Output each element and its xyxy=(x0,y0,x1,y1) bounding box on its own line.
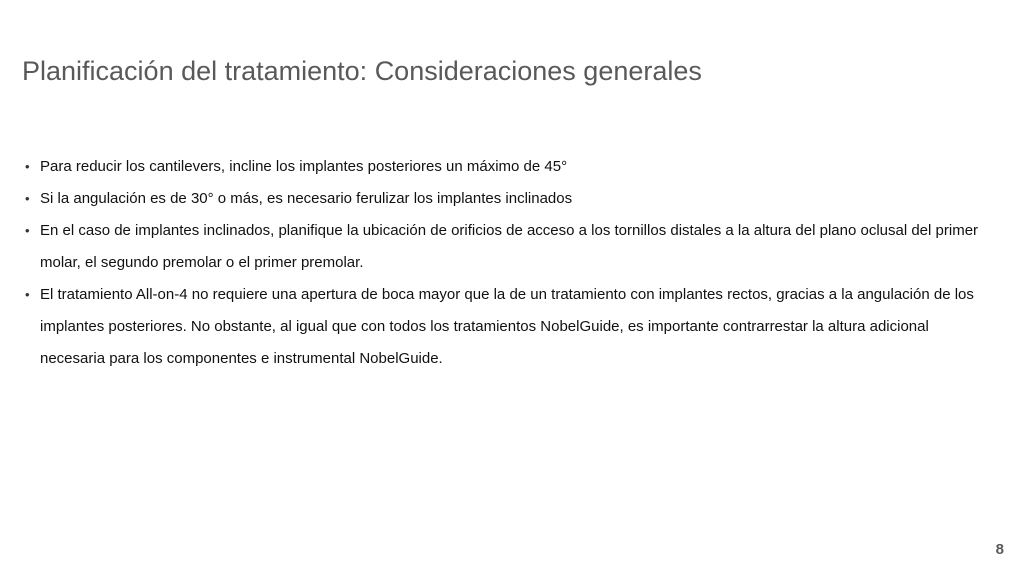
bullet-marker: • xyxy=(25,191,30,206)
bullet-list xyxy=(22,151,982,375)
bullet-marker: • xyxy=(25,159,30,174)
bullet-marker: • xyxy=(25,287,30,302)
bullet-item-cantilevers xyxy=(22,151,982,183)
bullet-text: Para reducir los cantilevers, incline los implantes posteriores un máximo de 45° xyxy=(40,158,568,175)
slide-title: Planificación del tratamiento: Consideraciones generales xyxy=(22,56,702,86)
page-number: 8 xyxy=(995,541,1004,558)
bullet-text: Si la angulación es de 30° o más, es necesario ferulizar los implantes inclinados xyxy=(40,190,573,207)
bullet-text: El tratamiento All-on-4 no requiere una apertura de boca mayor que la de un tratamiento con implantes rectos, gracias a la angulación de los implantes posteriores. No obstante, al igual que con todos los tratamientos NobelGuide, es importante contrarrestar la altura adicional necesaria para los componentes e instrumental NobelGuide. xyxy=(40,286,974,367)
bullet-item-angulation xyxy=(22,183,982,215)
bullet-item-access-holes xyxy=(22,215,982,279)
bullet-text: En el caso de implantes inclinados, planifique la ubicación de orificios de acceso a los tornillos distales a la altura del plano oclusal del primer molar, el segundo premolar o el primer premolar. xyxy=(40,222,979,271)
bullet-marker: • xyxy=(25,223,30,238)
bullet-item-mouth-opening xyxy=(22,279,982,375)
